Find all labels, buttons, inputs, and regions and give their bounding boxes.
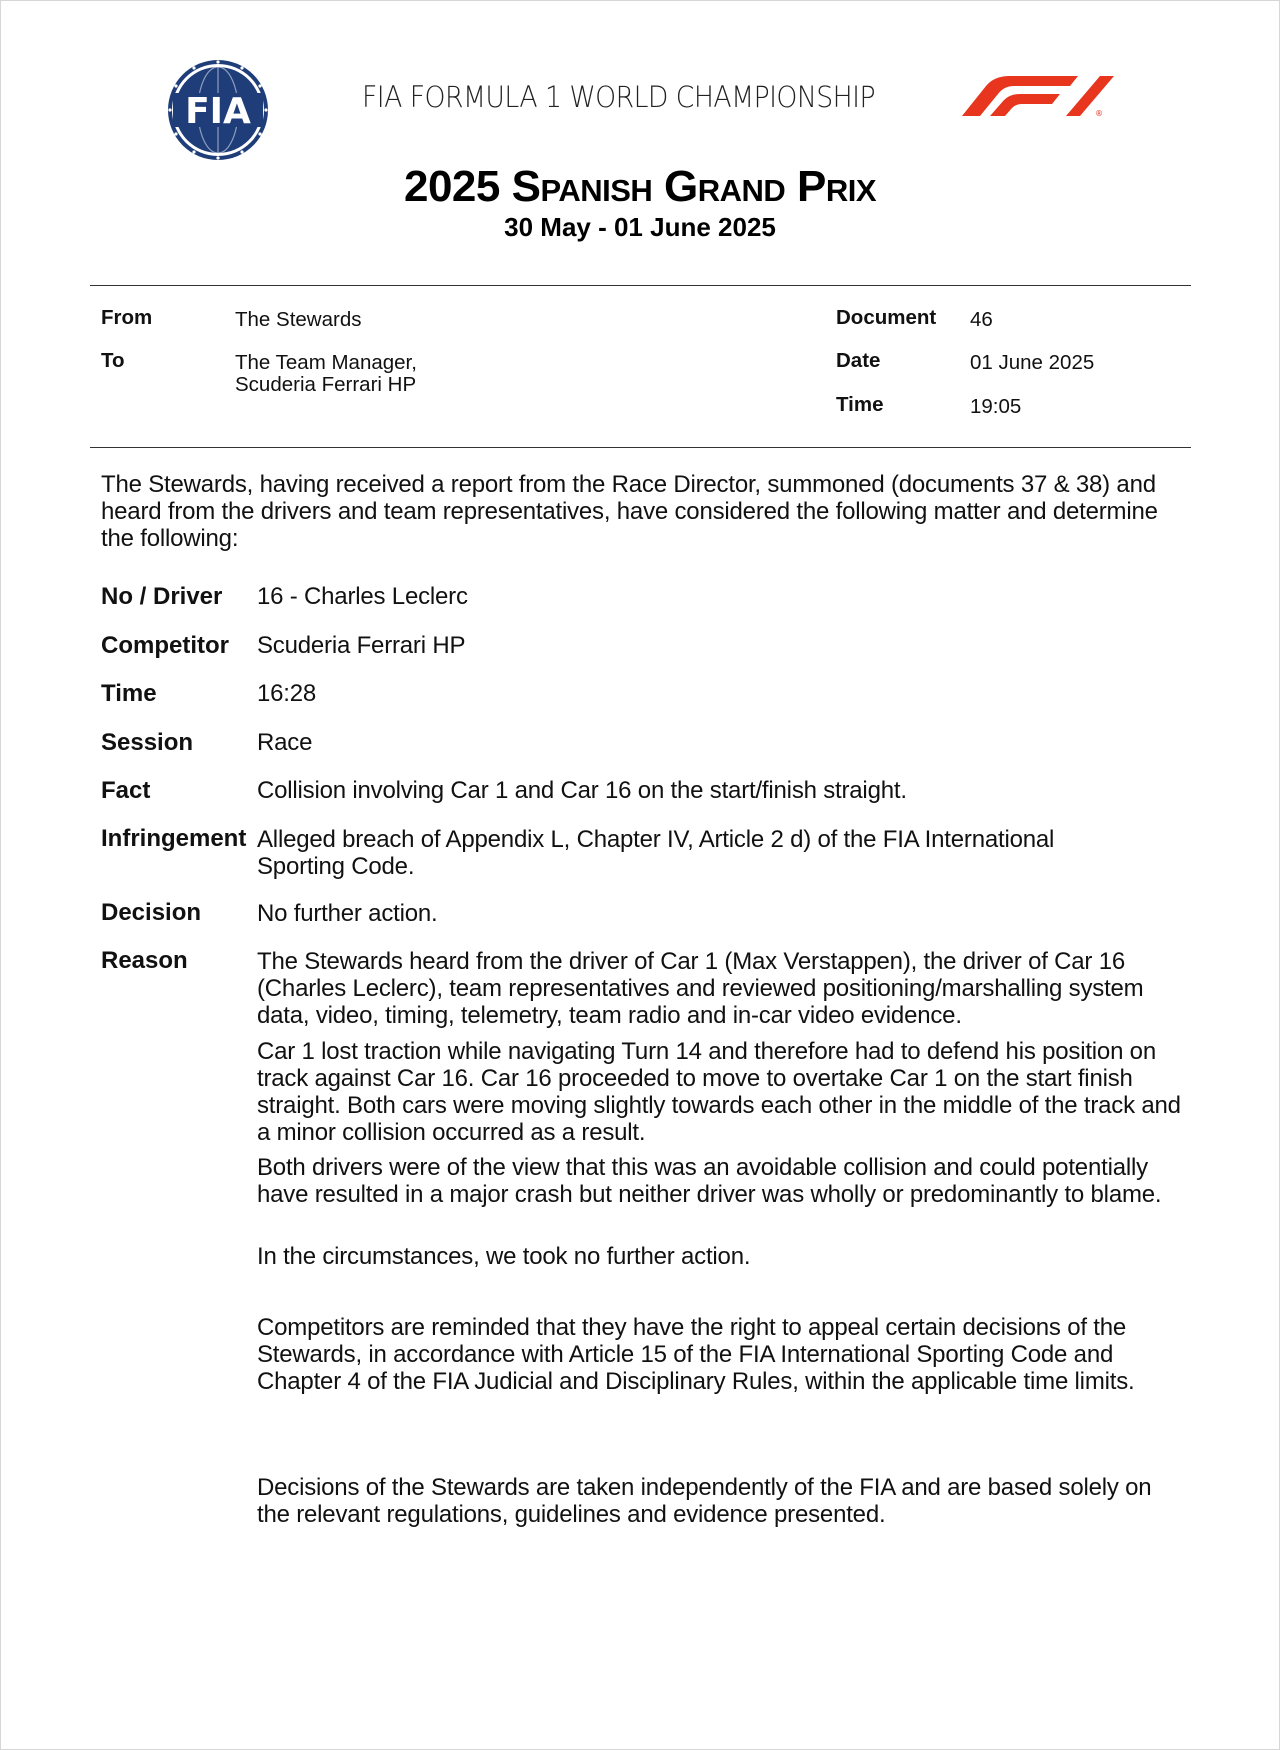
date-label: Date	[836, 349, 881, 372]
decision-label: Decision	[101, 899, 202, 926]
session-label: Session	[101, 729, 194, 756]
f1-logo	[958, 74, 1116, 118]
time-value: 19:05	[970, 395, 1022, 418]
infringement-value: Alleged breach of Appendix L, Chapter IV, Article 2 d) of the FIA International Sporting Code.	[257, 826, 1055, 880]
fact-label: Fact	[101, 777, 151, 804]
session-value: Race	[257, 729, 313, 756]
document-label: Document	[836, 306, 937, 329]
to-label: To	[101, 349, 125, 372]
reason-paragraph-2: Car 1 lost traction while navigating Turn 14 and therefore had to defend his position on track against Car 16. Car 16 proceeded to move to overtake Car 1 on the start finish straight. Both cars were moving slightly towards each other in the middle of the track and a minor collision occurred as a result.	[257, 1038, 1181, 1146]
document-value: 46	[970, 308, 993, 331]
reason-paragraph-1: The Stewards heard from the driver of Car 1 (Max Verstappen), the driver of Car 16 (Charles Leclerc), team representatives and reviewed positioning/marshalling system data, video, timing, telemetry, team radio and in-car video evidence.	[257, 948, 1144, 1029]
championship-title: FIA FORMULA 1 WORLD CHAMPIONSHIP	[362, 80, 876, 114]
reason-paragraph-3: Both drivers were of the view that this was an avoidable collision and could potentially have resulted in a major crash but neither driver was wholly or predominantly to blame.	[257, 1154, 1162, 1208]
driver-label: No / Driver	[101, 583, 223, 610]
reason-paragraph-4: In the circumstances, we took no further action.	[257, 1243, 751, 1270]
intro-paragraph: The Stewards, having received a report from the Race Director, summoned (documents 37 & 38) and heard from the drivers and team representatives, have considered the following matter and determine the following:	[101, 471, 1158, 552]
driver-value: 16 - Charles Leclerc	[257, 583, 468, 610]
event-title	[0, 162, 1280, 212]
incident-time-label: Time	[101, 680, 157, 707]
event-year: 2025	[403, 162, 500, 211]
svg-text:®: ®	[1095, 109, 1103, 118]
competitor-label: Competitor	[101, 632, 229, 659]
reason-label: Reason	[101, 947, 188, 974]
to-value-line2: Scuderia Ferrari HP	[235, 373, 417, 396]
appeal-notice: Competitors are reminded that they have the right to appeal certain decisions of the Stewards, in accordance with Article 15 of the FIA International Sporting Code and Chapter 4 of the FIA Judicial and Disciplinary Rules, within the applicable time limits.	[257, 1314, 1135, 1395]
meta-divider	[90, 447, 1191, 448]
header-divider	[90, 285, 1191, 286]
competitor-value: Scuderia Ferrari HP	[257, 632, 466, 659]
incident-time-value: 16:28	[257, 680, 317, 707]
fact-value: Collision involving Car 1 and Car 16 on the start/finish straight.	[257, 777, 907, 804]
document-header	[0, 0, 1280, 260]
decision-value: No further action.	[257, 900, 438, 927]
to-value-line1: The Team Manager,	[235, 351, 417, 374]
from-value: The Stewards	[235, 308, 362, 331]
fia-logo	[165, 57, 271, 163]
svg-text:FIA: FIA	[185, 91, 251, 132]
time-label: Time	[836, 393, 884, 416]
from-label: From	[101, 306, 153, 329]
infringement-label: Infringement	[101, 825, 247, 852]
independence-notice: Decisions of the Stewards are taken independently of the FIA and are based solely on the relevant regulations, guidelines and evidence presented.	[257, 1474, 1152, 1528]
event-name: Spanish Grand Prix	[511, 162, 877, 211]
event-dates: 30 May - 01 June 2025	[504, 212, 776, 242]
date-value: 01 June 2025	[970, 351, 1095, 374]
